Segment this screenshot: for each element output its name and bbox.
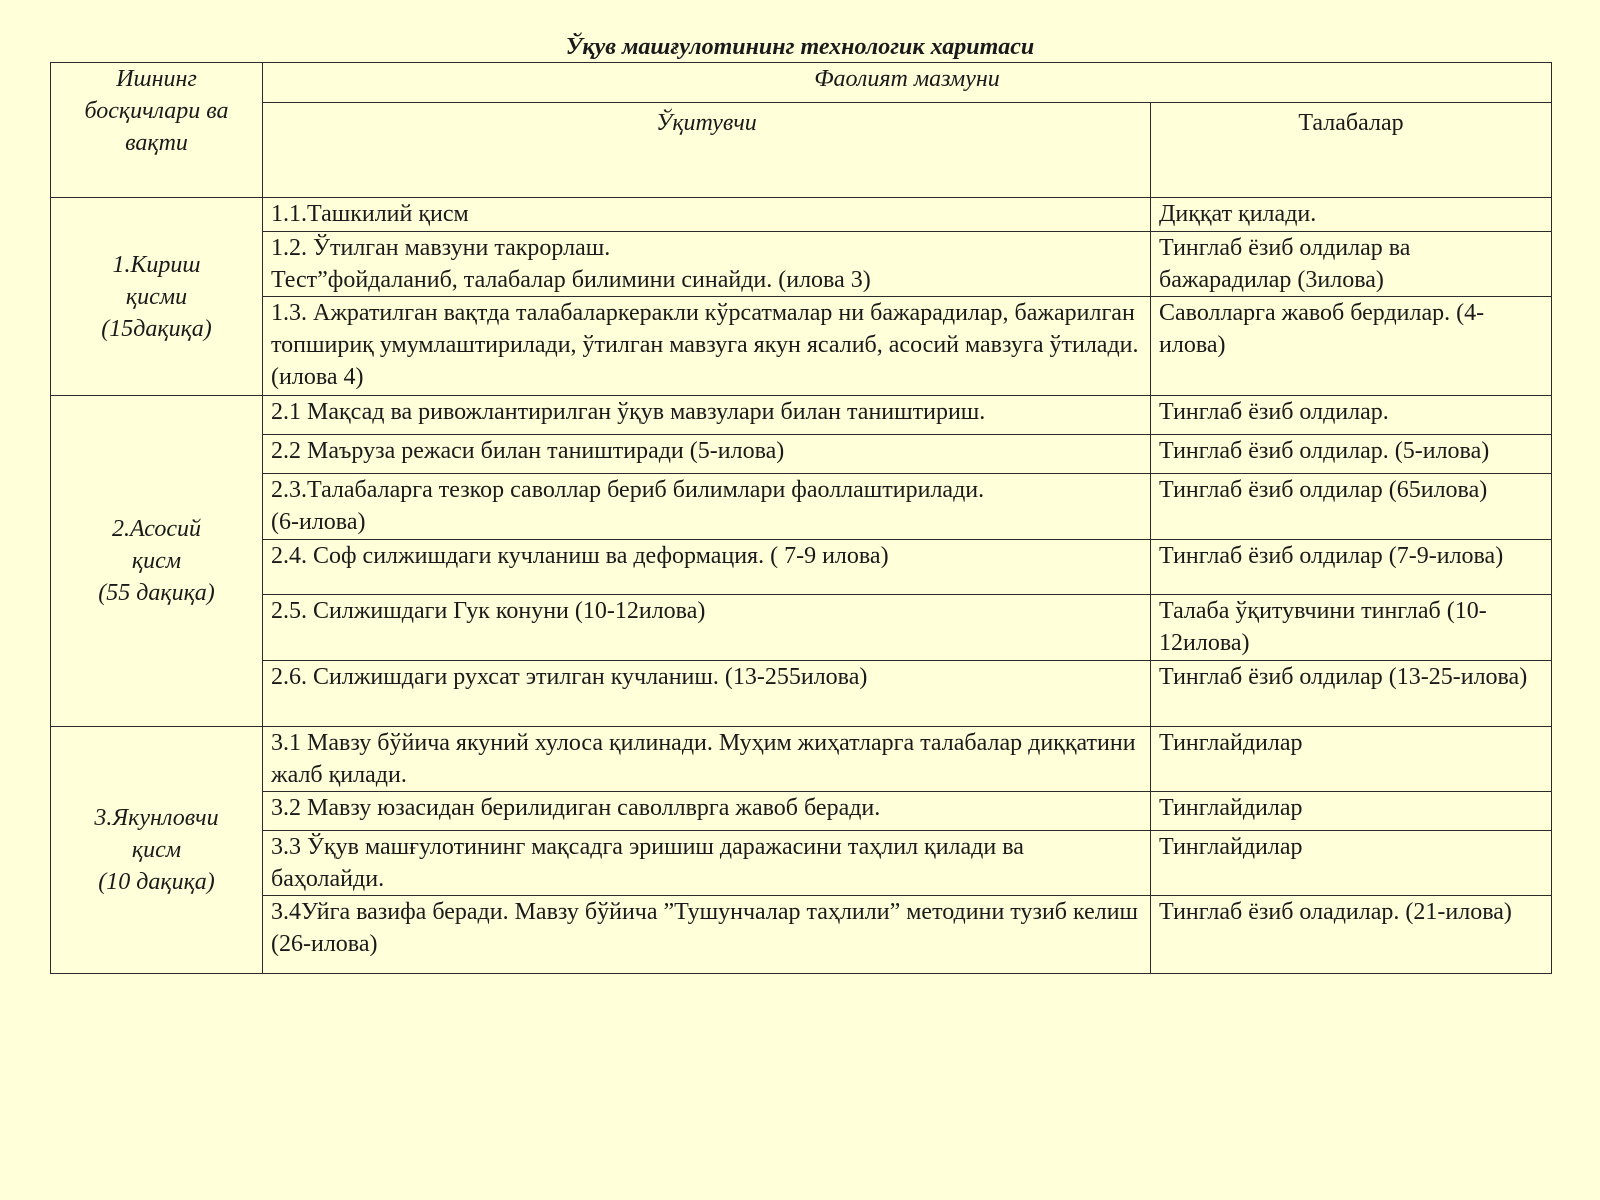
stage-name-line: (10 дақиқа) <box>98 869 215 895</box>
teacher-activity-cell: 3.3 Ўқув машғулотининг мақсадга эришиш даражасини таҳлил қилади ва баҳолайди. <box>263 831 1151 896</box>
teacher-activity-cell: 2.1 Мақсад ва ривожлантирилган ўқув мавзулари билан таништириш. <box>263 396 1151 435</box>
teacher-activity-cell: 2.3.Талабаларга тезкор саволлар бериб билимлари фаоллаштирилади. (6-илова) <box>263 474 1151 540</box>
students-activity-cell: Тинглайдилар <box>1151 792 1552 831</box>
table-row <box>51 232 1552 297</box>
header-stages: Ишнинг босқичлари ва вақти <box>51 63 263 198</box>
students-activity-cell: Тинглаб ёзиб оладилар. (21-илова) <box>1151 896 1552 974</box>
table-row <box>51 198 1552 232</box>
teacher-activity-cell: 1.3. Ажратилган вақтда талабаларкеракли кўрсатмалар ни бажарадилар, бажарилган топшириқ умумлаштирилади, ўтилган мавзуга якун ясалиб, асосий мавзуга ўтилади. (илова 4) <box>263 297 1151 396</box>
page-title: Ўқув машғулотининг технологик харитаси <box>565 34 1035 60</box>
students-activity-cell: Тинглаб ёзиб олдилар. <box>1151 396 1552 435</box>
table-row <box>51 896 1552 974</box>
table-row <box>51 727 1552 792</box>
stage-name-line: (55 дақиқа) <box>98 580 215 606</box>
students-activity-cell: Тинглайдилар <box>1151 727 1552 792</box>
teacher-activity-cell: 3.2 Мавзу юзасидан берилидиган саволлврга жавоб беради. <box>263 792 1151 831</box>
stage-cell <box>51 396 263 727</box>
table-row <box>51 435 1552 474</box>
stage-name-line: 2.Асосий <box>111 516 201 542</box>
stage-name-line: (15дақиқа) <box>101 315 212 342</box>
teacher-activity-cell: 2.5. Силжишдаги Гук конуни (10-12илова) <box>263 595 1151 661</box>
table-row <box>51 595 1552 661</box>
stage-name-line: қисм <box>131 548 182 574</box>
teacher-activity-cell: 3.1 Мавзу бўйича якуний хулоса қилинади. Муҳим жиҳатларга талабалар диққатини жалб қилади. <box>263 727 1151 792</box>
stage-name-line: қисми <box>125 283 188 310</box>
table-row <box>51 831 1552 896</box>
header-teacher: Ўқитувчи <box>263 103 1151 198</box>
students-activity-cell: Тинглаб ёзиб олдилар (7-9-илова) <box>1151 540 1552 595</box>
teacher-activity-cell: 2.4. Соф силжишдаги кучланиш ва деформация. ( 7-9 илова) <box>263 540 1151 595</box>
stage-name-line: 3.Якунловчи <box>94 805 219 831</box>
teacher-activity-cell: 2.2 Маъруза режаси билан таништиради (5-илова) <box>263 435 1151 474</box>
students-activity-cell: Тинглаб ёзиб олдилар ва бажарадилар (3илова) <box>1151 232 1552 297</box>
teacher-activity-cell: 3.4Уйга вазифа беради. Мавзу бўйича ”Тушунчалар таҳлили” методини тузиб келиш (26-илова) <box>263 896 1151 974</box>
students-activity-cell: Тинглаб ёзиб олдилар (13-25-илова) <box>1151 661 1552 727</box>
stage-name-line: 1.Кириш <box>112 251 201 278</box>
table-row <box>51 540 1552 595</box>
table-row <box>51 474 1552 540</box>
header-students: Талабалар <box>1151 103 1552 198</box>
header-activity: Фаолият мазмуни <box>263 63 1552 103</box>
teacher-activity-cell: 1.1.Ташкилий қисм <box>263 198 1151 232</box>
stage-name-line: қисм <box>131 837 182 863</box>
table-row <box>51 792 1552 831</box>
stage-cell <box>51 198 263 396</box>
students-activity-cell: Тинглайдилар <box>1151 831 1552 896</box>
students-activity-cell: Диққат қилади. <box>1151 198 1552 232</box>
students-activity-cell: Талаба ўқитувчини тинглаб (10-12илова) <box>1151 595 1552 661</box>
teacher-activity-cell: 2.6. Силжишдаги рухсат этилган кучланиш. (13-255илова) <box>263 661 1151 727</box>
stage-cell <box>51 727 263 974</box>
technology-map-table <box>50 62 1552 974</box>
students-activity-cell: Саволларга жавоб бердилар. (4-илова) <box>1151 297 1552 396</box>
students-activity-cell: Тинглаб ёзиб олдилар (65илова) <box>1151 474 1552 540</box>
students-activity-cell: Тинглаб ёзиб олдилар. (5-илова) <box>1151 435 1552 474</box>
teacher-activity-cell: 1.2. Ўтилган мавзуни такрорлаш. Тест”фойдаланиб, талабалар билимини синайди. (илова 3) <box>263 232 1151 297</box>
table-row <box>51 297 1552 396</box>
table-row <box>51 661 1552 727</box>
table-row <box>51 396 1552 435</box>
